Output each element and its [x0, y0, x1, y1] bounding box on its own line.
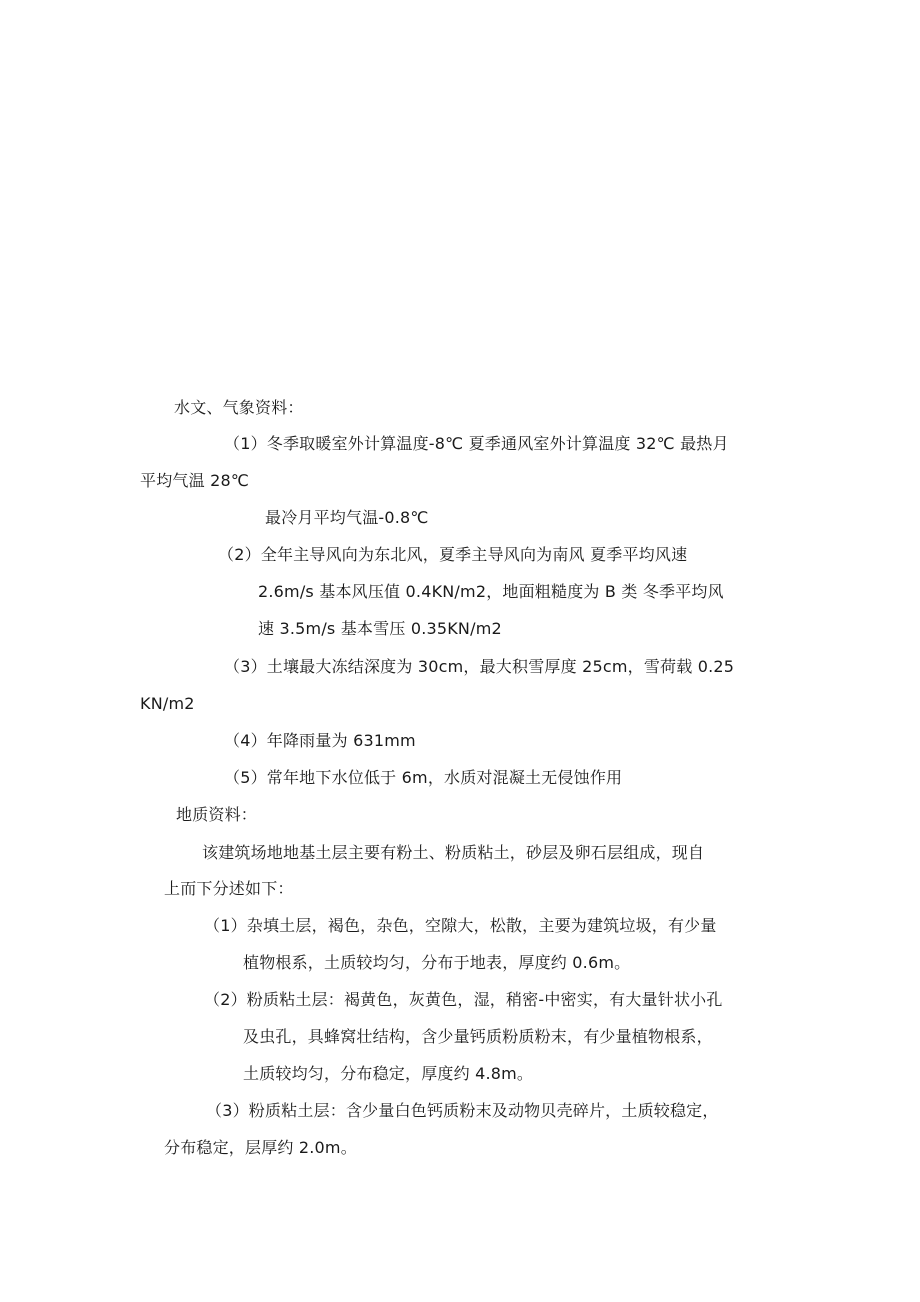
geo-intro-line1: 该建筑场地地基土层主要有粉土、粉质粘土，砂层及卵石层组成，现自 — [202, 843, 705, 862]
layer1-line1: （1）杂填土层，褐色，杂色，空隙大，松散，主要为建筑垃圾，有少量 — [204, 916, 717, 935]
item1-line1: （1）冬季取暖室外计算温度-8℃ 夏季通风室外计算温度 32℃ 最热月 — [224, 434, 729, 453]
item2-line3: 速 3.5m/s 基本雪压 0.35KN/m2 — [258, 619, 502, 638]
item3-line2: KN/m2 — [140, 694, 195, 713]
layer3-line1: （3）粉质粘土层：含少量白色钙质粉末及动物贝壳碎片，土质较稳定， — [206, 1101, 719, 1120]
item1-line2: 平均气温 28℃ — [140, 471, 250, 490]
layer2-line2: 及虫孔，具蜂窝壮结构，含少量钙质粉质粉末，有少量植物根系， — [243, 1027, 713, 1046]
item1-line3: 最冷月平均气温-0.8℃ — [265, 508, 429, 527]
layer2-line3: 土质较均匀，分布稳定，厚度约 4.8m。 — [243, 1064, 534, 1083]
item2-line1: （2）全年主导风向为东北风，夏季主导风向为南风 夏季平均风速 — [218, 545, 688, 564]
item4: （4）年降雨量为 631mm — [224, 731, 416, 750]
layer3-line2: 分布稳定，层厚约 2.0m。 — [164, 1138, 357, 1157]
item2-line2: 2.6m/s 基本风压值 0.4KN/m2，地面粗糙度为 B 类 冬季平均风 — [258, 582, 724, 601]
hydro-heading: 水文、气象资料： — [174, 398, 304, 417]
geo-intro-line2: 上而下分述如下： — [164, 879, 294, 898]
layer2-line1: （2）粉质粘土层：褐黄色，灰黄色，湿，稍密-中密实，有大量针状小孔 — [204, 990, 723, 1009]
item5: （5）常年地下水位低于 6m，水质对混凝土无侵蚀作用 — [224, 768, 623, 787]
layer1-line2: 植物根系，土质较均匀，分布于地表，厚度约 0.6m。 — [243, 953, 631, 972]
geo-heading: 地质资料： — [176, 805, 258, 824]
item3-line1: （3）土壤最大冻结深度为 30cm，最大积雪厚度 25cm，雪荷载 0.25 — [224, 657, 735, 676]
